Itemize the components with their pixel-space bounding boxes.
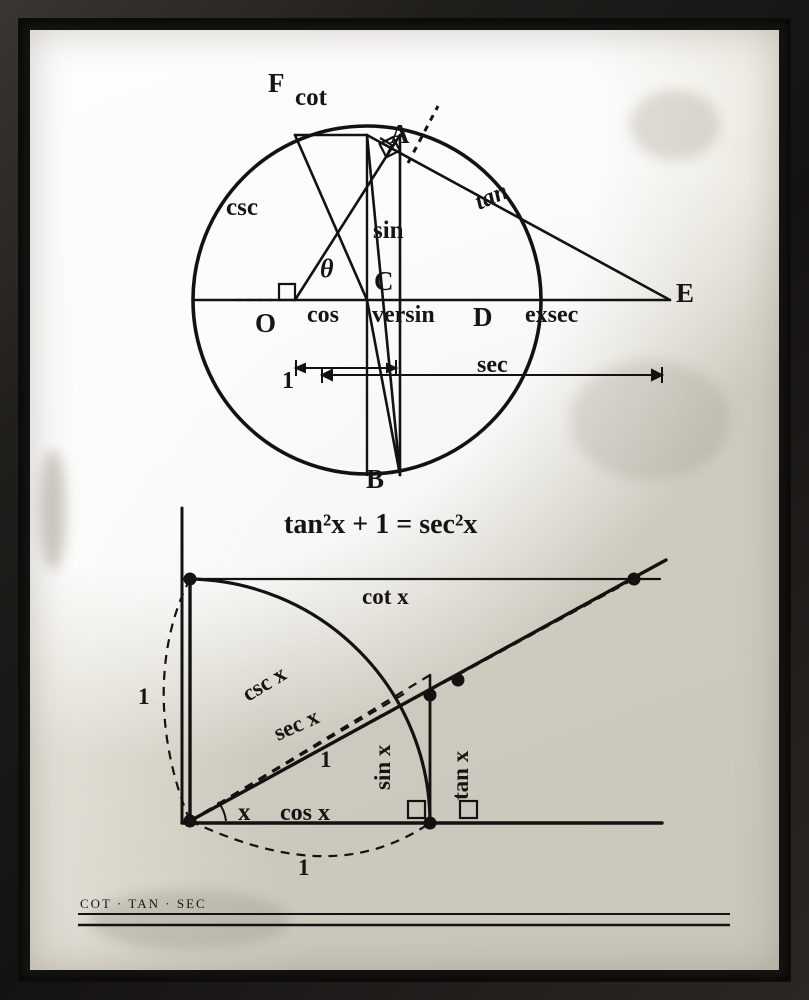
vertex-far-right [628,573,641,586]
label-tan-x: tan x [448,750,473,800]
point-label-B: B [366,464,385,494]
label-angle-x: x [238,799,251,826]
lower-right-angles [408,801,477,818]
label-sec: sec [477,352,508,378]
vertex-origin [184,815,197,828]
point-label-A: A [390,119,410,149]
label-unit-left: 1 [138,684,150,709]
label-cot-x: cot x [362,584,409,609]
footer-title: COT · TAN · SEC [80,896,207,911]
unit-circle-figure [193,126,670,475]
point-label-D: D [473,302,493,332]
label-sin: sin [373,217,404,244]
right-angle-sin [408,801,425,818]
label-radius-one: 1 [282,368,294,394]
label-cos: cos [307,302,339,328]
trigonometry-illustration [30,30,779,970]
identity-equation: tan²x + 1 = sec²x [284,509,478,540]
label-sin-x: sin x [370,744,395,790]
tangent-line [367,135,670,300]
label-cot: cot [295,84,327,111]
lower-dashed-helpers [164,579,634,856]
label-sec-x: sec x [269,703,323,746]
label-exsec: exsec [525,302,579,328]
dashed-unit-left [164,579,190,821]
label-unit-bottom: 1 [298,855,310,880]
dashed-unit-bottom [190,821,430,856]
label-csc-x: csc x [237,660,291,707]
vertex-arc-point [424,689,437,702]
label-tan: tan [470,177,513,216]
point-label-C: C [374,266,394,296]
label-versin: versin [372,302,435,328]
right-angle-tan [460,801,477,818]
label-cos-x: cos x [280,800,330,826]
diagram-canvas [30,30,779,970]
lower-figure [182,508,666,823]
label-csc: csc [226,194,258,221]
vertex-top-left [184,573,197,586]
right-angle-box-O [279,284,295,300]
vertex-tan-top [452,674,465,687]
point-label-E: E [676,278,695,308]
label-theta: θ [320,254,334,283]
point-label-O: O [255,308,277,338]
label-unit-mid: 1 [320,747,332,772]
point-label-F: F [268,68,285,98]
